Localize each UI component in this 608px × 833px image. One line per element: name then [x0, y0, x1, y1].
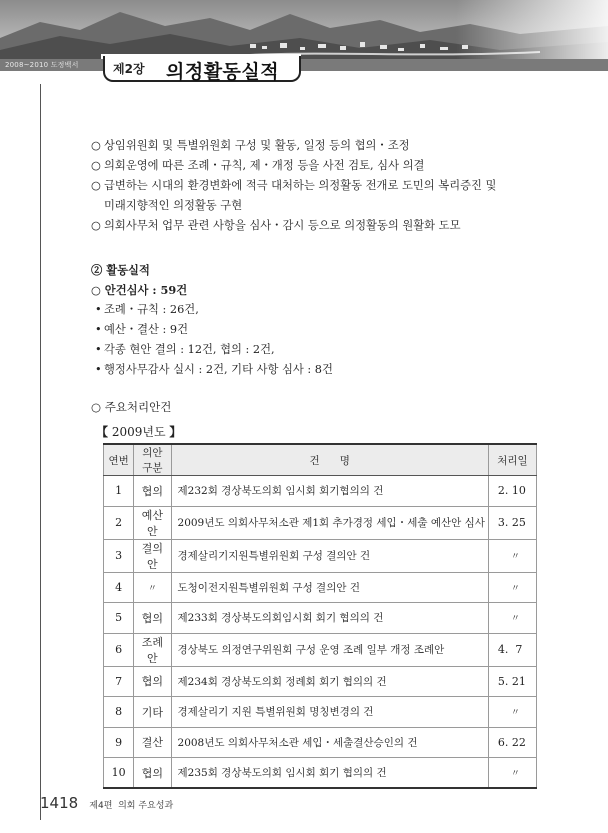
- cell-no: 8: [104, 697, 134, 728]
- agenda-table: [103, 443, 537, 789]
- cell-type: 협의: [134, 666, 171, 697]
- table-row: [104, 603, 537, 634]
- page-header: [0, 0, 608, 84]
- cell-no: 3: [104, 539, 134, 572]
- cell-date: 〃: [488, 603, 536, 634]
- cell-no: 1: [104, 476, 134, 507]
- cell-no: 5: [104, 603, 134, 634]
- cell-date: 2. 10: [488, 476, 536, 507]
- cell-type: 협의: [134, 476, 171, 507]
- chapter-title: 의정활동실적: [166, 61, 280, 83]
- col-header-title: 건 명: [171, 444, 488, 476]
- table-row: [104, 666, 537, 697]
- table-row: [104, 697, 537, 728]
- major-items-heading: ○ 주요처리안건: [91, 400, 172, 414]
- review-item: • 조례・규칙 : 26건,: [95, 303, 199, 316]
- cell-date: 〃: [488, 697, 536, 728]
- cell-date: 〃: [488, 572, 536, 603]
- footer-section: 제4편 의회 주요성과: [89, 801, 174, 811]
- table-row: [104, 633, 537, 666]
- cell-date: 3. 25: [488, 506, 536, 539]
- cell-date: 5. 21: [488, 666, 536, 697]
- cell-title: 경제살리기지원특별위원회 구성 결의안 건: [171, 539, 488, 572]
- cell-title: 제234회 경상북도의회 정례회 회기 협의의 건: [171, 666, 488, 697]
- table-row: [104, 539, 537, 572]
- duty-item: ○ 급변하는 시대의 환경변화에 적극 대처하는 의정활동 전개로 도민의 복리증진 및: [91, 179, 497, 192]
- main-content: [91, 136, 521, 380]
- cell-date: 〃: [488, 539, 536, 572]
- cell-type: 조례안: [134, 633, 171, 666]
- cell-date: 6. 22: [488, 727, 536, 758]
- table-row: [104, 572, 537, 603]
- col-header-type: 의안구분: [134, 444, 171, 476]
- activity-heading: ② 활동실적: [91, 263, 150, 277]
- cell-title: 2008년도 의회사무처소관 세입・세출결산승인의 건: [171, 727, 488, 758]
- table-row: [104, 506, 537, 539]
- duty-item: ○ 의회운영에 따른 조례・규칙, 제・개정 등을 사전 검토, 심사 의결: [91, 159, 425, 172]
- table-header-row: [104, 444, 537, 476]
- cell-type: 〃: [134, 572, 171, 603]
- review-item: • 각종 현안 결의 : 12건, 협의 : 2건,: [95, 343, 275, 356]
- page-footer: [40, 793, 173, 812]
- table-row: [104, 758, 537, 789]
- cell-type: 결산: [134, 727, 171, 758]
- duty-item-continuation: 미래지향적인 의정활동 구현: [104, 199, 243, 212]
- review-item: • 예산・결산 : 9건: [95, 323, 189, 336]
- cell-no: 6: [104, 633, 134, 666]
- cell-no: 7: [104, 666, 134, 697]
- chapter-number: 제2장: [113, 62, 145, 76]
- cell-title: 2009년도 의회사무처소관 제1회 추가경정 세입・세출 예산안 심사: [171, 506, 488, 539]
- cell-title: 제233회 경상북도의회임시회 회기 협의의 건: [171, 603, 488, 634]
- cell-no: 10: [104, 758, 134, 789]
- landscape-photo: [0, 0, 608, 64]
- cell-date: 4. 7: [488, 633, 536, 666]
- left-margin-rule: [40, 84, 41, 820]
- page-number: 1418: [40, 794, 79, 812]
- cell-title: 제235회 경상북도의회 임시회 회기 협의의 건: [171, 758, 488, 789]
- duty-item: ○ 상임위원회 및 특별위원회 구성 및 활동, 일정 등의 협의・조정: [91, 139, 410, 152]
- year-label: 【 2009년도 】: [96, 425, 182, 439]
- cell-type: 협의: [134, 758, 171, 789]
- table-row: [104, 476, 537, 507]
- cell-title: 경제살리기 지원 특별위원회 명칭변경의 건: [171, 697, 488, 728]
- cell-title: 제232회 경상북도의회 임시회 회기협의의 건: [171, 476, 488, 507]
- cell-title: 도청이전지원특별위원회 구성 결의안 건: [171, 572, 488, 603]
- cell-type: 협의: [134, 603, 171, 634]
- header-strip: [0, 59, 608, 71]
- col-header-no: 연번: [104, 444, 134, 476]
- cell-type: 결의안: [134, 539, 171, 572]
- cell-no: 2: [104, 506, 134, 539]
- cell-no: 4: [104, 572, 134, 603]
- edition-label: 2008~2010 도정백서: [5, 61, 79, 69]
- col-header-date: 처리일: [488, 444, 536, 476]
- cell-title: 경상북도 의정연구위원회 구성 운영 조례 일부 개정 조례안: [171, 633, 488, 666]
- duty-item: ○ 의회사무처 업무 관련 사항을 심사・감시 등으로 의정활동의 원활화 도모: [91, 219, 461, 232]
- review-item: • 행정사무감사 실시 : 2건, 기타 사항 심사 : 8건: [95, 363, 333, 376]
- review-count: ○ 안건심사 : 59건: [91, 283, 188, 297]
- cell-type: 예산안: [134, 506, 171, 539]
- cell-date: 〃: [488, 758, 536, 789]
- cell-no: 9: [104, 727, 134, 758]
- table-row: [104, 727, 537, 758]
- cell-type: 기타: [134, 697, 171, 728]
